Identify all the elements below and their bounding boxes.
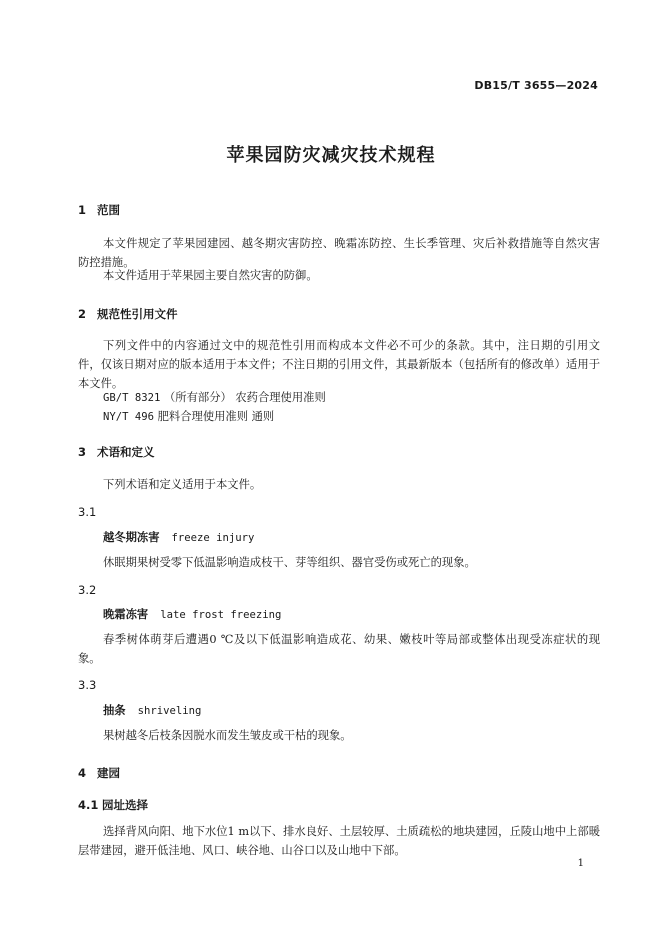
subsection-4-1-paragraph: 选择背风向阳、地下水位1 m以下、排水良好、土层较厚、土质疏松的地块建园，丘陵山地中上部暖层带建园，避开低洼地、风口、峡谷地、山谷口以及山地中下部。	[78, 825, 600, 857]
section-title: 术语和定义	[97, 445, 155, 459]
term-number: 3.3	[78, 678, 97, 692]
reference-text: （所有部分） 农药合理使用准则	[164, 391, 326, 404]
standard-code: DB15/T 3655—2024	[474, 79, 598, 92]
section-4-heading	[78, 765, 120, 781]
term-definition: 休眠期果树受零下低温影响造成枝干、芽等组织、器官受伤或死亡的现象。	[103, 556, 476, 569]
term-english: shriveling	[137, 705, 202, 717]
section-1-paragraph-2: 本文件适用于苹果园主要自然灾害的防御。	[103, 269, 318, 282]
subsection-4-1-heading	[78, 797, 148, 813]
term-definition: 春季树体萌芽后遭遇0 ℃及以下低温影响造成花、幼果、嫩枝叶等局部或整体出现受冻症状的现象。	[78, 633, 600, 665]
section-1-paragraph-1: 本文件规定了苹果园建园、越冬期灾害防控、晚霜冻防控、生长季管理、灾后补救措施等自然灾害防控措施。	[78, 237, 600, 269]
term-chinese: 越冬期冻害	[103, 531, 160, 544]
section-title: 规范性引用文件	[97, 307, 178, 321]
document-title: 苹果园防灾减灾技术规程	[226, 145, 436, 166]
term-heading	[103, 529, 254, 545]
section-3-heading	[78, 444, 155, 460]
section-3-paragraph-1: 下列术语和定义适用于本文件。	[103, 478, 262, 491]
section-number: 4	[78, 766, 87, 780]
reference-code: GB/T 8321	[103, 392, 161, 404]
section-number: 1	[78, 203, 87, 217]
reference-item	[103, 407, 274, 427]
subsection-title: 园址选择	[102, 798, 148, 812]
reference-item	[103, 388, 326, 408]
term-chinese: 抽条	[103, 704, 126, 717]
section-2-paragraph-1: 下列文件中的内容通过文中的规范性引用而构成本文件必不可少的条款。其中，注日期的引用文件，仅该日期对应的版本适用于本文件；不注日期的引用文件，其最新版本（包括所有的修改单）适用于本文件。	[78, 339, 600, 390]
term-chinese: 晚霜冻害	[103, 608, 149, 621]
reference-code: NY/T 496	[103, 411, 155, 423]
term-number: 3.2	[78, 583, 97, 597]
subsection-number: 4.1	[78, 798, 99, 812]
term-heading	[103, 702, 201, 718]
section-title: 建园	[97, 766, 120, 780]
term-heading	[103, 606, 281, 622]
section-1-heading	[78, 202, 120, 218]
section-title: 范围	[97, 203, 120, 217]
term-english: freeze injury	[171, 532, 255, 544]
reference-text: 肥料合理使用准则 通则	[157, 410, 275, 423]
section-2-heading	[78, 306, 178, 322]
term-definition: 果树越冬后枝条因脱水而发生皱皮或干枯的现象。	[103, 729, 352, 742]
page-number: 1	[577, 858, 584, 869]
section-number: 2	[78, 307, 87, 321]
section-number: 3	[78, 445, 87, 459]
term-english: late frost freezing	[160, 609, 282, 621]
term-number: 3.1	[78, 505, 97, 519]
